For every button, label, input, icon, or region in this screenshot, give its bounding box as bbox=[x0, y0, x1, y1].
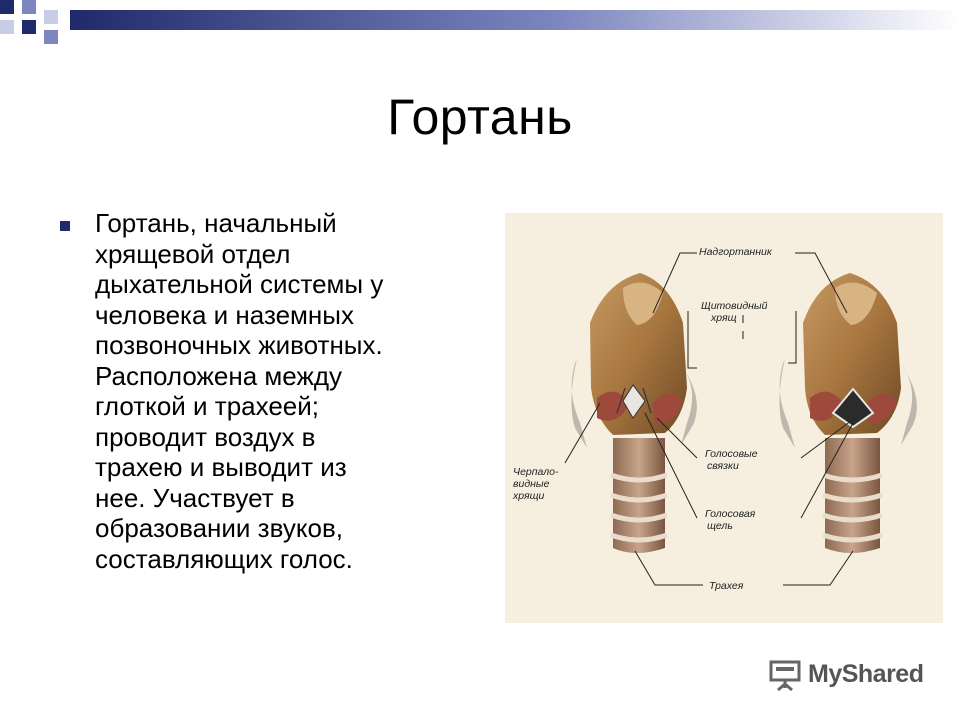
label-epiglottis: Надгортанник bbox=[699, 246, 772, 258]
label-vocal-cords-line1: Голосовые bbox=[705, 448, 758, 460]
label-arytenoid-line1: Черпало- bbox=[513, 466, 559, 478]
header-decoration bbox=[0, 0, 960, 44]
label-glottis-line1: Голосовая bbox=[705, 508, 756, 520]
label-glottis-line2: щель bbox=[707, 520, 733, 532]
larynx-illustration bbox=[505, 213, 943, 623]
larynx-right-drawing bbox=[779, 273, 916, 553]
bullet-marker bbox=[60, 221, 70, 231]
watermark-text: MyShared bbox=[808, 660, 924, 688]
label-trachea: Трахея bbox=[709, 580, 744, 592]
label-thyroid-line2: хрящ bbox=[711, 312, 737, 324]
watermark bbox=[768, 656, 938, 696]
body-text: Гортань, начальный хрящевой отдел дыхательной системы у человека и наземных позвоночных животных. Расположена между глоткой и трахеей; проводит воздух в трахею и выводит из нее. Участвует в образовании звуков, составляющих голос. bbox=[95, 208, 384, 574]
larynx-left-drawing bbox=[571, 273, 696, 553]
label-arytenoid-line3: хрящи bbox=[513, 490, 545, 502]
label-arytenoid-line2: видные bbox=[513, 478, 550, 490]
presentation-board-icon bbox=[768, 658, 802, 692]
label-vocal-cords-line2: связки bbox=[707, 460, 739, 472]
slide-title: Гортань bbox=[387, 89, 573, 145]
label-thyroid-line1: Щитовидный bbox=[701, 300, 768, 312]
